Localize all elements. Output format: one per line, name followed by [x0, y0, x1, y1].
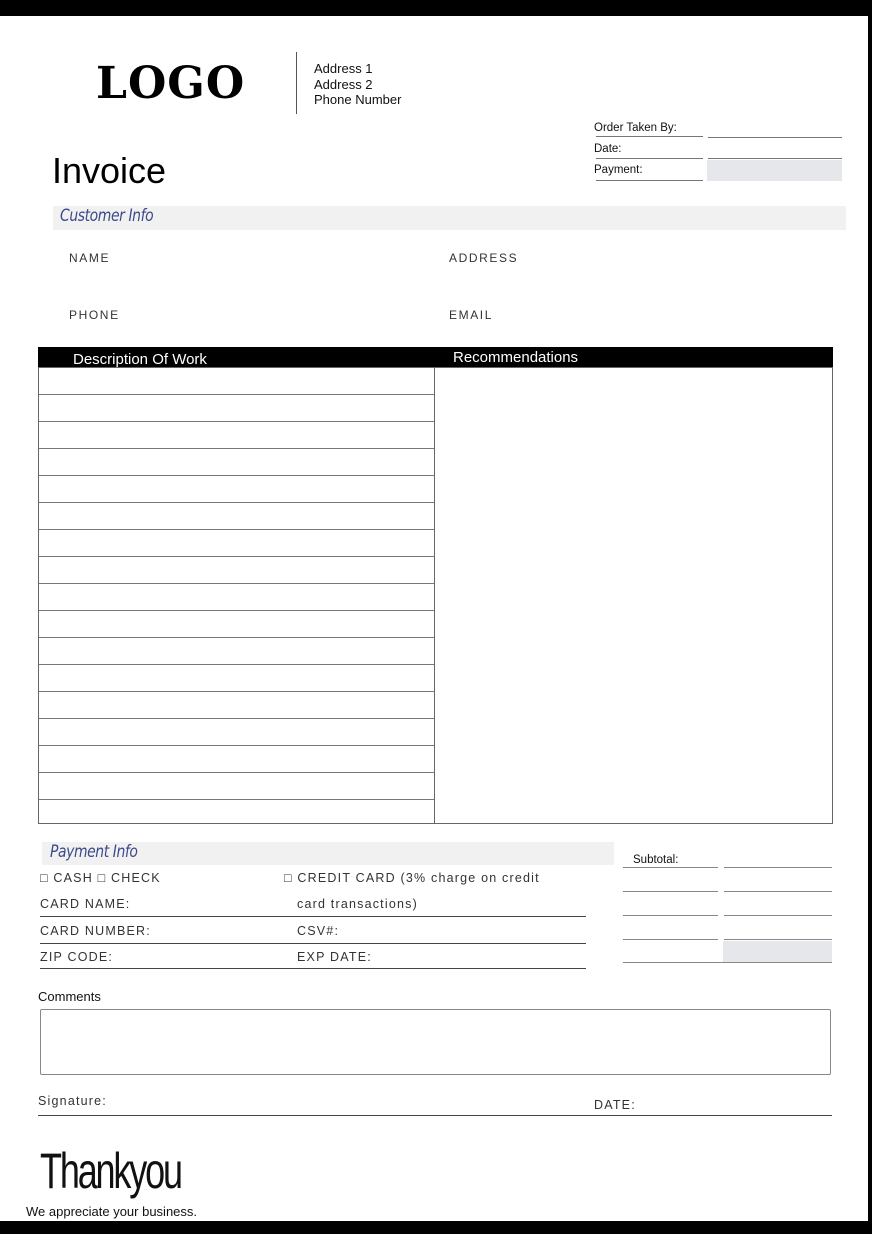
zip-code-label: ZIP CODE:: [40, 950, 114, 964]
card-name-label: CARD NAME:: [40, 897, 131, 911]
phone-label: PHONE: [69, 308, 120, 322]
totals-label-line: [623, 915, 718, 916]
totals-value-line[interactable]: [724, 891, 832, 892]
order-taken-by-field[interactable]: [708, 137, 842, 138]
total-value-field[interactable]: [723, 941, 832, 962]
signature-line[interactable]: [38, 1115, 832, 1116]
work-row[interactable]: [39, 503, 434, 530]
payment-underline: [596, 180, 703, 181]
phone-number: Phone Number: [314, 92, 402, 107]
email-label: EMAIL: [449, 308, 494, 322]
subtotal-value-line[interactable]: [724, 867, 832, 868]
thank-you-heading: Thankyou: [40, 1143, 181, 1199]
address-line-1: Address 1: [314, 61, 373, 76]
totals-bottom-line: [623, 962, 832, 963]
credit-card-note: card transactions): [297, 897, 418, 911]
page-title: Invoice: [52, 150, 167, 191]
date-underline: [596, 158, 703, 159]
work-row[interactable]: [39, 530, 434, 557]
work-row[interactable]: [39, 449, 434, 476]
totals-value-line[interactable]: [724, 939, 832, 940]
card-name-line[interactable]: [40, 916, 586, 917]
work-row[interactable]: [39, 476, 434, 503]
recommendations-field[interactable]: [435, 367, 833, 824]
company-logo: LOGO: [96, 58, 246, 109]
work-row[interactable]: [39, 746, 434, 773]
payment-label: Payment:: [594, 164, 643, 176]
company-address-block: [314, 61, 401, 108]
payment-info-title: Payment Info: [50, 842, 138, 862]
address-line-2: Address 2: [314, 76, 373, 92]
payment-field[interactable]: [707, 160, 842, 181]
order-taken-by-underline: [596, 136, 703, 137]
subtotal-label: Subtotal:: [633, 854, 679, 866]
work-row[interactable]: [39, 800, 434, 827]
totals-label-line: [623, 939, 718, 940]
customer-info-band: [53, 206, 846, 230]
comments-label: Comments: [38, 989, 101, 1004]
bottom-border-bar: [0, 1221, 872, 1234]
work-row[interactable]: [39, 773, 434, 800]
work-row[interactable]: [39, 422, 434, 449]
header-divider: [296, 52, 297, 114]
subtotal-label-line: [623, 867, 718, 868]
top-border-bar: [0, 0, 872, 16]
work-row[interactable]: [39, 638, 434, 665]
totals-value-line[interactable]: [724, 915, 832, 916]
work-row[interactable]: [39, 584, 434, 611]
thank-you-tagline: We appreciate your business.: [26, 1204, 198, 1219]
order-taken-by-label: Order Taken By:: [594, 122, 677, 134]
card-number-line[interactable]: [40, 943, 586, 944]
work-row[interactable]: [39, 368, 434, 395]
customer-info-title: Customer Info: [60, 206, 154, 226]
work-row[interactable]: [39, 719, 434, 746]
signature-date-label: DATE:: [594, 1098, 636, 1112]
csv-label: CSV#:: [297, 924, 340, 938]
exp-date-label: EXP DATE:: [297, 950, 372, 964]
date-field[interactable]: [708, 158, 842, 159]
name-label: NAME: [69, 251, 111, 265]
date-label: Date:: [594, 143, 622, 155]
work-row[interactable]: [39, 395, 434, 422]
cash-check-options[interactable]: □ CASH □ CHECK: [40, 871, 161, 885]
recommendations-header: Recommendations: [453, 349, 579, 366]
right-border-edge: [868, 0, 872, 1234]
work-row[interactable]: [39, 665, 434, 692]
totals-label-line: [623, 891, 718, 892]
address-label: ADDRESS: [449, 251, 519, 265]
description-of-work-header: Description Of Work: [73, 351, 207, 368]
credit-card-option[interactable]: □ CREDIT CARD (3% charge on credit: [284, 871, 540, 885]
description-of-work-column: [38, 367, 435, 824]
comments-field[interactable]: [40, 1009, 831, 1075]
work-row[interactable]: [39, 611, 434, 638]
work-row[interactable]: [39, 692, 434, 719]
work-row[interactable]: [39, 557, 434, 584]
card-number-label: CARD NUMBER:: [40, 924, 151, 938]
signature-label: Signature:: [38, 1094, 107, 1108]
zip-exp-line[interactable]: [40, 968, 586, 969]
